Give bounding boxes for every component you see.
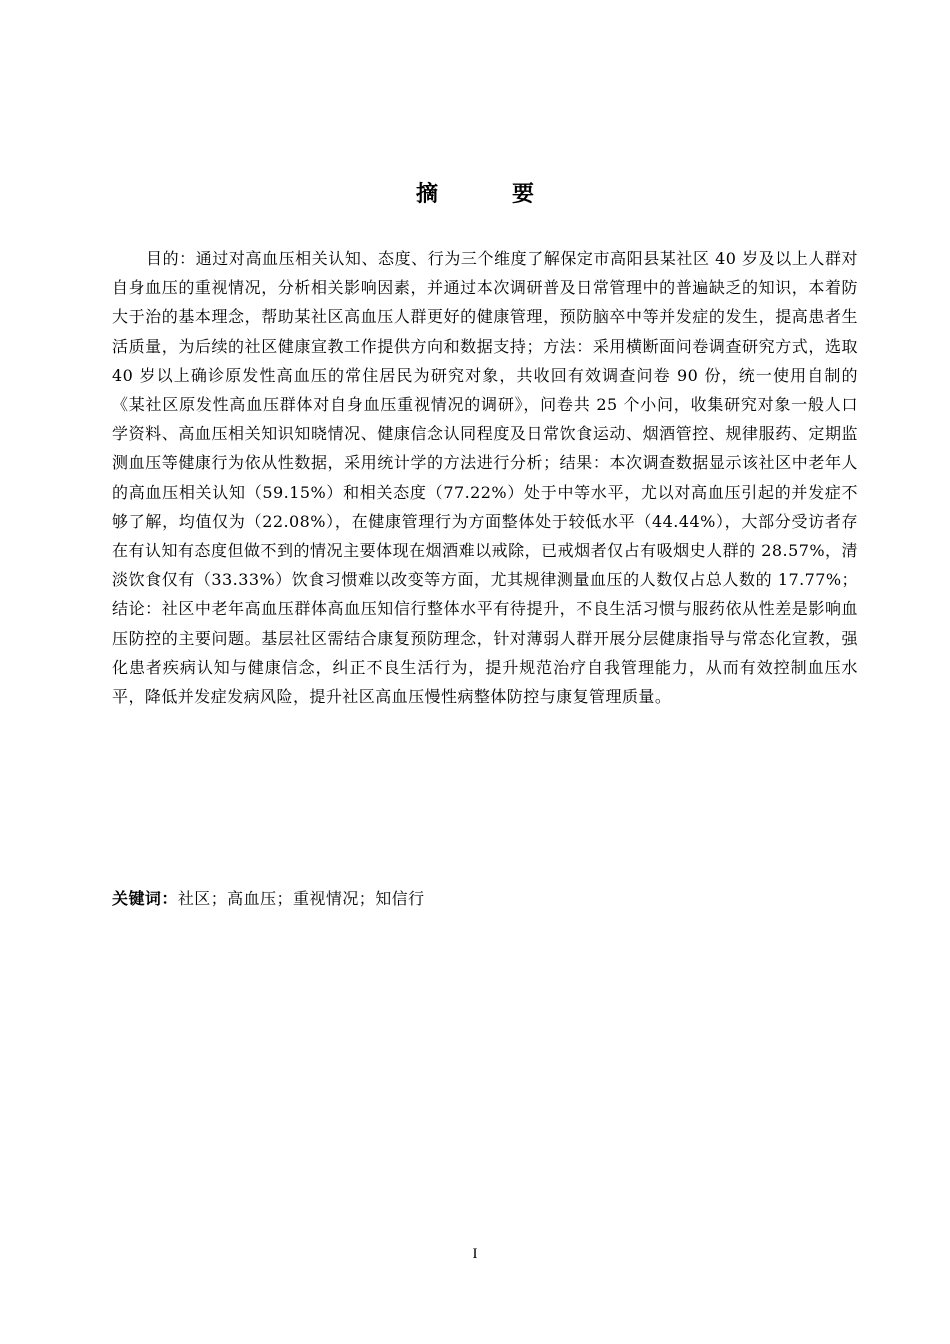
abstract-title: 摘 要	[415, 182, 560, 207]
keywords-label: 关键词：	[112, 889, 178, 908]
keywords-value: 社区；高血压；重视情况；知信行	[177, 889, 425, 908]
page-number: I	[472, 1246, 478, 1262]
abstract-body: 目的：通过对高血压相关认知、态度、行为三个维度了解保定市高阳县某社区 40 岁及以上人群对自身血压的重视情况，分析相关影响因素，并通过本次调研普及日常管理中的普遍缺乏的知识，本着防大于治的基本理念，帮助某社区高血压人群更好的健康管理，预防脑卒中等并发症的发生，提高患者生活质量，为后续的社区健康宣教工作提供方向和数据支持；方法：采用横断面问卷调查研究方式，选取 40 岁以上确诊原发性高血压的常住居民为研究对象，共收回有效调查问卷 90 份，统一使用自制的《某社区原发性高血压群体对自身血压重视情况的调研》，问卷共 25 个小问，收集研究对象一般人口学资料、高血压相关知识知晓情况、健康信念认同程度及日常饮食运动、烟酒管控、规律服药、定期监测血压等健康行为依从性数据，采用统计学的方法进行分析；结果：本次调查数据显示该社区中老年人的高血压相关认知（59.15%）和相关态度（77.22%）处于中等水平，尤以对高血压引起的并发症不够了解，均值仅为（22.08%），在健康管理行为方面整体处于较低水平（44.44%），大部分受访者存在有认知有态度但做不到的情况主要体现在烟酒难以戒除，已戒烟者仅占有吸烟史人群的 28.57%，清淡饮食仅有（33.33%）饮食习惯难以改变等方面，尤其规律测量血压的人数仅占总人数的 17.77%；结论：社区中老年高血压群体高血压知信行整体水平有待提升，不良生活习惯与服药依从性差是影响血压防控的主要问题。基层社区需结合康复预防理念，针对薄弱人群开展分层健康指导与常态化宣教，强化患者疾病认知与健康信念，纠正不良生活行为，提升规范治疗自我管理能力，从而有效控制血压水平，降低并发症发病风险，提升社区高血压慢性病整体防控与康复管理质量。	[112, 249, 858, 707]
keywords-line	[112, 884, 858, 913]
